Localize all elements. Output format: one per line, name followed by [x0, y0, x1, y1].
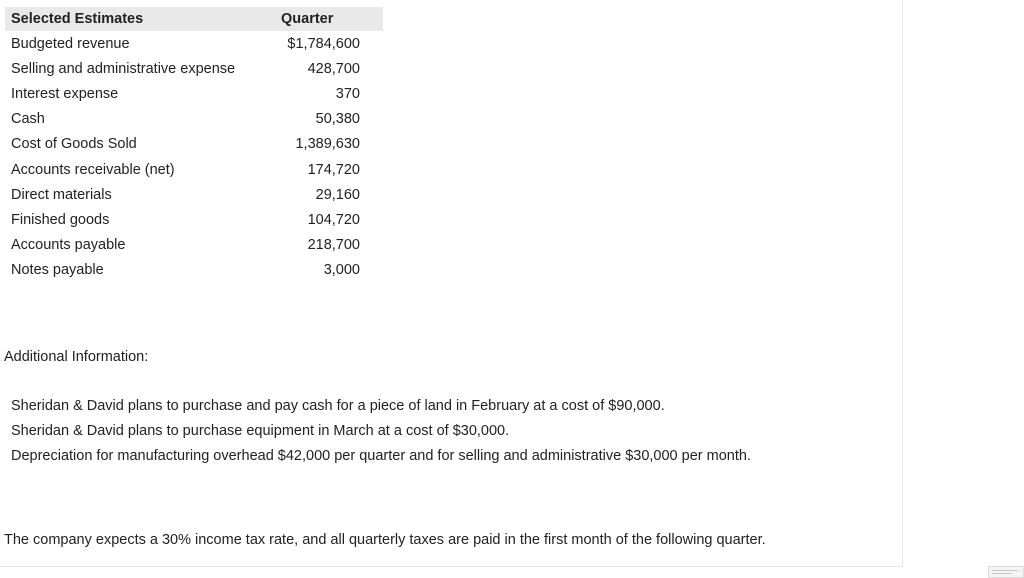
row-label: Selling and administrative expense: [11, 60, 236, 77]
row-value: 50,380: [315, 111, 360, 128]
row-value: 218,700: [307, 237, 360, 254]
row-value: $1,784,600: [287, 35, 360, 52]
thumbnail-line: [992, 570, 1018, 571]
info-item-equipment-purchase: Sheridan & David plans to purchase equipment in March at a cost of $30,000.: [11, 423, 510, 439]
table-row: [5, 157, 383, 182]
row-label: Accounts payable: [11, 237, 126, 254]
row-value: 1,389,630: [295, 136, 360, 153]
table-row: [5, 56, 383, 81]
row-value: 370: [335, 85, 360, 102]
table-row: [5, 258, 383, 283]
row-label: Notes payable: [11, 262, 104, 279]
info-item-land-purchase: Sheridan & David plans to purchase and pay cash for a piece of land in February at a cost of $90,000.: [11, 398, 665, 414]
row-value: 428,700: [307, 60, 360, 77]
row-label: Accounts receivable (net): [11, 161, 175, 178]
row-value: 29,160: [315, 186, 360, 203]
row-value: 174,720: [307, 161, 360, 178]
table-row: [5, 132, 383, 157]
row-label: Cash: [11, 111, 45, 128]
row-label: Budgeted revenue: [11, 35, 130, 52]
selected-estimates-table: [5, 7, 383, 283]
row-value: 104,720: [307, 211, 360, 228]
row-label: Interest expense: [11, 85, 119, 102]
column-header-selected-estimates: Selected Estimates: [5, 7, 267, 31]
table-row: [5, 107, 383, 132]
info-item-depreciation: Depreciation for manufacturing overhead $42,000 per quarter and for selling and administrative $30,000 per month.: [11, 448, 751, 464]
table-header-row: [5, 7, 383, 31]
row-label: Direct materials: [11, 186, 112, 203]
table-row: [5, 31, 383, 56]
income-tax-note: The company expects a 30% income tax rate, and all quarterly taxes are paid in the first month of the following quarter.: [4, 532, 766, 548]
row-value: 3,000: [323, 262, 360, 279]
page-thumbnail[interactable]: [988, 566, 1024, 578]
row-label: Finished goods: [11, 211, 110, 228]
additional-information-heading: Additional Information:: [4, 349, 149, 365]
additional-information-list: [11, 394, 751, 469]
table-row: [5, 233, 383, 258]
table-row: [5, 81, 383, 106]
table-row: [5, 182, 383, 207]
table-row: [5, 207, 383, 232]
row-label: Cost of Goods Sold: [11, 136, 137, 153]
column-header-quarter: Quarter: [267, 7, 383, 31]
thumbnail-line: [992, 573, 1012, 574]
